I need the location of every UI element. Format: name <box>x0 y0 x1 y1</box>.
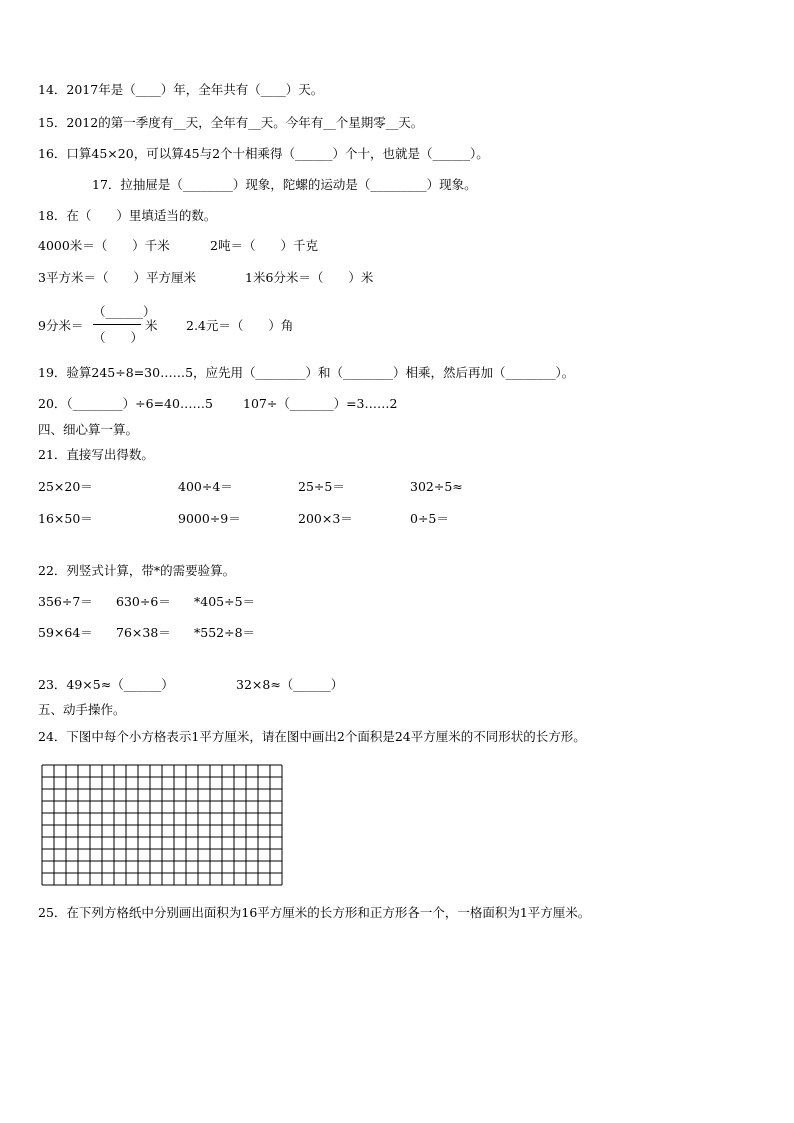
question-18-item: 2.4元＝（ ）角 <box>186 318 294 333</box>
question-18-item: 2吨＝（ ）千克 <box>210 238 318 253</box>
question-18-item: 1米6分米＝（ ）米 <box>245 270 374 285</box>
calc-item: 9000÷9＝ <box>178 511 241 526</box>
fraction-label: 9分米＝ <box>38 318 84 333</box>
calc-item: 356÷7＝ <box>38 594 93 609</box>
calc-item: 0÷5＝ <box>410 511 449 526</box>
question-23-item: 23．49×5≈（______） <box>38 677 174 692</box>
question-24-title: 24．下图中每个小方格表示1平方厘米，请在图中画出2个面积是24平方厘米的不同形状的长方形。 <box>38 729 586 744</box>
fraction-numerator-blank: （______） <box>93 304 156 319</box>
question-23-item: 32×8≈（______） <box>236 677 344 692</box>
question-18-item: 4000米＝（ ）千米 <box>38 238 170 253</box>
calc-item: 59×64＝ <box>38 625 93 640</box>
question-16: 16．口算45×20，可以算45与2个十相乘得（______）个十，也就是（______）。 <box>38 146 489 161</box>
square-grid[interactable] <box>41 764 284 887</box>
calc-item: 400÷4＝ <box>178 479 233 494</box>
section-4-heading: 四、细心算一算。 <box>38 422 139 437</box>
fraction-bar <box>93 324 141 325</box>
question-18-item: 3平方米＝（ ）平方厘米 <box>38 270 196 285</box>
calc-item: 302÷5≈ <box>410 479 463 494</box>
calc-item: *405÷5＝ <box>194 594 256 609</box>
calc-item: 25÷5＝ <box>298 479 345 494</box>
question-20-item: 20．（________）÷6=40……5 <box>38 396 213 411</box>
calc-item: 200×3＝ <box>298 511 353 526</box>
calc-item: 25×20＝ <box>38 479 93 494</box>
fraction-denominator-blank: （ ） <box>93 330 144 345</box>
question-15: 15．2012的第一季度有__天，全年有__天。今年有__个星期零__天。 <box>38 115 424 130</box>
question-14: 14．2017年是（____）年，全年共有（____）天。 <box>38 82 324 97</box>
calc-item: 76×38＝ <box>116 625 171 640</box>
question-20-item: 107÷（_______）=3……2 <box>243 396 398 411</box>
calc-item: 630÷6＝ <box>116 594 171 609</box>
question-25: 25．在下列方格纸中分别画出面积为16平方厘米的长方形和正方形各一个，一格面积为1平方厘米。 <box>38 905 591 920</box>
question-18-title: 18．在（ ）里填适当的数。 <box>38 208 217 223</box>
question-19: 19．验算245÷8=30……5，应先用（________）和（________）相乘，然后再加（________）。 <box>38 365 575 380</box>
question-18-fraction-row <box>38 302 318 348</box>
question-21-title: 21．直接写出得数。 <box>38 447 154 462</box>
calc-item: *552÷8＝ <box>194 625 256 640</box>
calc-item: 16×50＝ <box>38 511 93 526</box>
question-17: 17．拉抽屉是（________）现象，陀螺的运动是（_________）现象。 <box>92 177 477 192</box>
fraction-unit: 米 <box>145 318 158 333</box>
question-22-title: 22．列竖式计算，带*的需要验算。 <box>38 563 236 578</box>
section-5-heading: 五、动手操作。 <box>38 702 126 717</box>
